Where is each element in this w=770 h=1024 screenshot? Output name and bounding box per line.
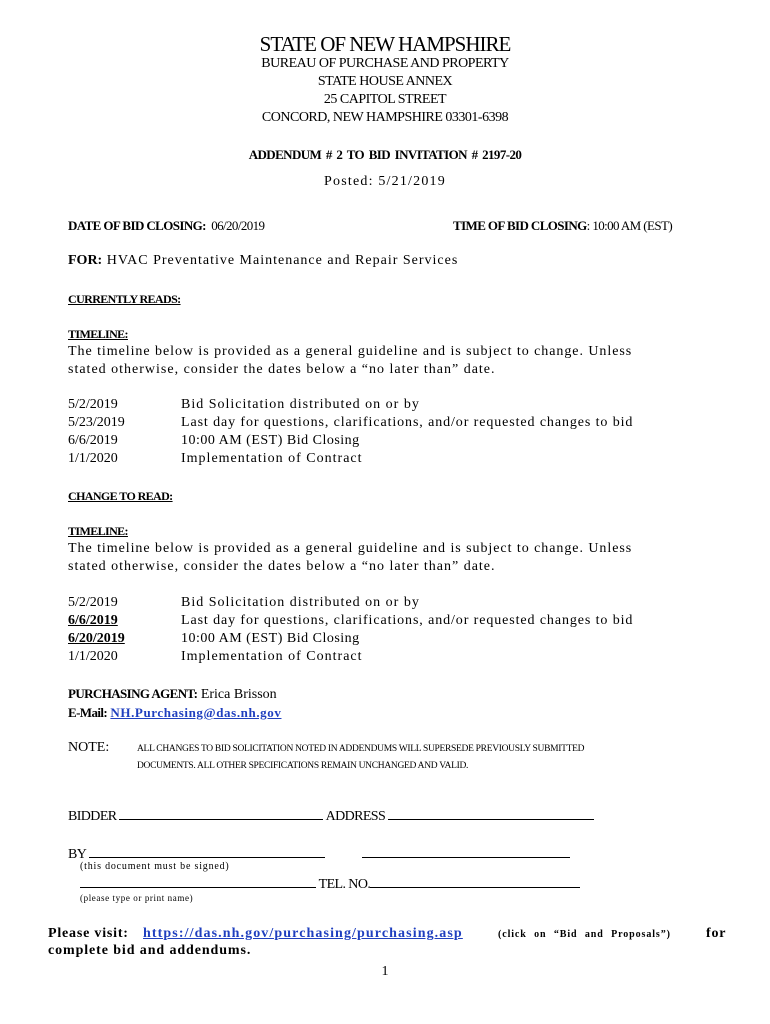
- current-row-date: 5/23/2019: [68, 415, 125, 430]
- addendum-title: ADDENDUM # 2 TO BID INVITATION # 2197-20: [248, 147, 522, 162]
- timeline-label: TIMELINE:: [68, 524, 128, 538]
- agent-email: [68, 705, 281, 721]
- address-line[interactable]: [388, 807, 594, 820]
- bidder-signature-line[interactable]: [119, 807, 323, 820]
- current-row-desc: Last day for questions, clarifications, and/or requested changes to bid: [181, 415, 634, 430]
- for-label: FOR:: [68, 253, 103, 268]
- by-extra-row: [362, 845, 570, 863]
- agent-label: PURCHASING AGENT:: [68, 686, 198, 701]
- complete-bid-text: complete bid and addendums.: [48, 943, 252, 958]
- current-row-date: 5/2/2019: [68, 397, 118, 412]
- change-row-desc: Bid Solicitation distributed on or by: [181, 595, 420, 610]
- purchasing-url-link[interactable]: https://das.nh.gov/purchasing/purchasing.asp: [143, 926, 463, 941]
- timeline-text-line2: stated otherwise, consider the dates below a “no later than” date.: [68, 559, 496, 574]
- annex-line: STATE HOUSE ANNEX: [317, 74, 453, 89]
- for-line: [68, 253, 458, 269]
- current-row-date: 1/1/2020: [68, 451, 118, 466]
- for-value: HVAC Preventative Maintenance and Repair Services: [102, 253, 459, 268]
- bid-closing-date: [68, 218, 264, 234]
- timeline-text-line2: stated otherwise, consider the dates below a “no later than” date.: [68, 362, 496, 377]
- change-row-desc: Implementation of Contract: [181, 649, 363, 664]
- change-row-date-updated: 6/6/2019: [68, 613, 118, 628]
- change-row-desc: Last day for questions, clarifications, and/or requested changes to bid: [181, 613, 634, 628]
- print-name-note: (please type or print name): [80, 893, 194, 903]
- change-row-desc: 10:00 AM (EST) Bid Closing: [181, 631, 360, 646]
- change-row-date-updated: 6/20/2019: [68, 631, 125, 646]
- visit-label: Please visit:: [48, 926, 129, 941]
- current-row-desc: 10:00 AM (EST) Bid Closing: [181, 433, 360, 448]
- page-number: 1: [381, 964, 389, 979]
- bidder-label: BIDDER: [68, 809, 117, 824]
- state-title: STATE OF NEW HAMPSHIRE: [259, 32, 511, 56]
- address-label: ADDRESS: [325, 809, 386, 824]
- change-to-read-heading: CHANGE TO READ:: [68, 489, 173, 503]
- by-label: BY: [68, 847, 86, 862]
- tel-label: TEL. NO.: [318, 877, 371, 892]
- note-text-line1: ALL CHANGES TO BID SOLICITATION NOTED IN ADDENDUMS WILL SUPERSEDE PREVIOUSLY SUBMITTED: [137, 744, 585, 754]
- change-row-date: 5/2/2019: [68, 595, 118, 610]
- closing-time-value: : 10:00 AM (EST): [586, 218, 673, 233]
- for-word: for: [706, 926, 727, 941]
- city-line: CONCORD, NEW HAMPSHIRE 03301-6398: [261, 110, 509, 125]
- purchasing-agent: [68, 686, 277, 703]
- closing-date-value: 06/20/2019: [211, 218, 265, 233]
- bid-closing-time: [453, 218, 672, 234]
- note-text-line2: DOCUMENTS. ALL OTHER SPECIFICATIONS REMAIN UNCHANGED AND VALID.: [137, 761, 469, 771]
- signed-note: (this document must be signed): [80, 861, 230, 872]
- by-extra-line[interactable]: [362, 845, 570, 858]
- current-row-desc: Implementation of Contract: [181, 451, 363, 466]
- agent-name: Erica Brisson: [197, 687, 277, 702]
- by-signature-line[interactable]: [89, 845, 325, 858]
- street-line: 25 CAPITOL STREET: [323, 92, 447, 107]
- posted-date: Posted: 5/21/2019: [324, 174, 446, 189]
- bidder-row: [68, 807, 594, 825]
- name-tel-row: [80, 875, 580, 893]
- timeline-text-line1: The timeline below is provided as a general guideline and is subject to change. Unless: [68, 541, 633, 556]
- change-row-date: 1/1/2020: [68, 649, 118, 664]
- currently-reads-heading: CURRENTLY READS:: [68, 292, 181, 306]
- current-row-desc: Bid Solicitation distributed on or by: [181, 397, 420, 412]
- current-row-date: 6/6/2019: [68, 433, 118, 448]
- email-label: E-Mail:: [68, 705, 108, 720]
- timeline-text-line1: The timeline below is provided as a general guideline and is subject to change. Unless: [68, 344, 633, 359]
- closing-time-label: TIME OF BID CLOSING: [453, 218, 587, 233]
- email-link[interactable]: NH.Purchasing@das.nh.gov: [110, 705, 282, 720]
- closing-date-label: DATE OF BID CLOSING:: [68, 218, 206, 233]
- printed-name-line[interactable]: [80, 875, 316, 888]
- tel-line[interactable]: [370, 875, 580, 888]
- note-label: NOTE:: [68, 740, 110, 755]
- bureau-line: BUREAU OF PURCHASE AND PROPERTY: [261, 56, 509, 71]
- timeline-label: TIMELINE:: [68, 327, 128, 341]
- click-instruction: (click on “Bid and Proposals”): [498, 929, 671, 940]
